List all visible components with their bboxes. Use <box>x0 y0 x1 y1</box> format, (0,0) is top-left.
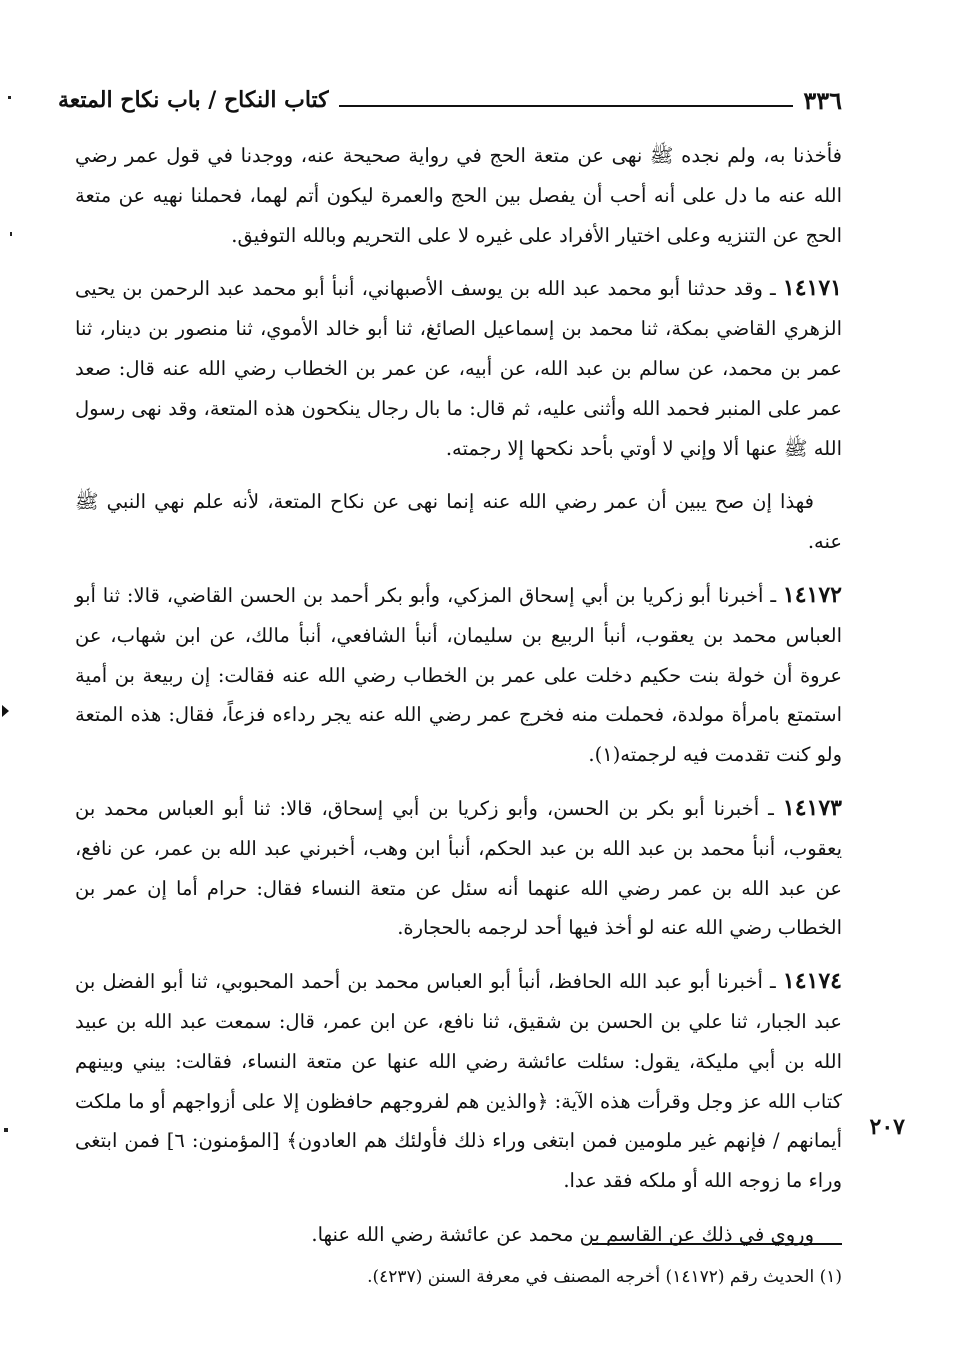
scan-speck <box>8 96 11 99</box>
paragraph-text: ـ أخبرنا أبو بكر بن الحسن، وأبو زكريا بن أبي إسحاق، قالا: ثنا أبو العباس محمد بن يعقوب، أنبأ محمد بن عبد الله بن عبد الحكم، أنبأ ابن وهب، أخبرني عبد الله بن عمر، عن نافع، عن عبد الله بن عمر رضي الله عنهما أنه سئل عن متعة النساء فقال: حرام أما إن عمر بن الخطاب رضي الله عنه لو أخذ فيها أحد لرجمه بالحجارة. <box>75 796 842 940</box>
paragraph <box>75 482 842 562</box>
hadith-number: ١٤١٧١ <box>782 275 842 302</box>
hadith-number: ١٤١٧٢ <box>782 581 842 608</box>
hadith-paragraph <box>75 576 842 775</box>
paragraph-text: ـ أخبرنا أبو عبد الله الحافظ، أنبأ أبو العباس محمد بن أحمد المحبوبي، ثنا أبو الفضل بن عبد الجبار، ثنا علي بن الحسن بن شقيق، ثنا نافع، عن ابن عمر، قال: سمعت عبد الله بن عبيد الله بن أبي مليكة، يقول: سئلت عائشة رضي الله عنها عن متعة النساء، فقالت: بيني وبينهم كتاب الله عز وجل وقرأت هذه الآية: ﴿والذين هم لفروجهم حافظون إلا على أزواجهم أو ما ملكت أيمانهم / فإنهم غير ملومين فمن ابتغى وراء ذلك فأولئك هم العادون﴾ [المؤمنون: ٦] فمن ابتغى وراء ما زوجه الله أو ملكه فقد عدا. <box>75 970 842 1193</box>
page-header <box>58 80 842 120</box>
hadith-paragraph <box>75 789 842 948</box>
hadith-number: ١٤١٧٣ <box>782 794 842 821</box>
paragraph-text: فأخذنا به، ولم نجده ﷺ نهى عن متعة الحج في رواية صحيحة عنه، ووجدنا في قول عمر رضي الله عنه ما دل على أنه أحب أن يفصل بين الحج والعمرة ليكون أتم لهما، فحملنا نهيه عن متعة الحج عن التنزيه وعلى اختيار الأفراد على غيره لا على التحريم وبالله التوفيق. <box>75 144 842 247</box>
footnote: (١) الحديث رقم (١٤١٧٢) أخرجه المصنف في معرفة السنن (٤٢٣٧). <box>367 1267 842 1287</box>
hadith-paragraph <box>75 269 842 468</box>
paragraph-text: فهذا إن صح يبين أن عمر رضي الله عنه إنما نهى عن نكاح المتعة، لأنه علم نهي النبي ﷺ عنه. <box>75 490 842 554</box>
closing-paragraph: وروي في ذلك عن القاسم بن محمد عن عائشة رضي الله عنها. <box>311 1222 814 1246</box>
footnote-rule <box>592 1243 842 1245</box>
main-text <box>75 136 842 1255</box>
margin-page-number: ٢٠٧ <box>869 1114 905 1140</box>
page-number: ٣٣٦ <box>803 85 842 115</box>
header-rule <box>339 104 794 107</box>
hadith-number: ١٤١٧٤ <box>782 968 842 995</box>
running-title: كتاب النكاح / باب نكاح المتعة <box>58 87 329 113</box>
paragraph <box>75 136 842 255</box>
scan-edge-mark <box>2 705 9 717</box>
paragraph-text: ـ وقد حدثنا أبو محمد عبد الله بن يوسف الأصبهاني، أنبأ أبو محمد عبد الرحمن بن يحيى الزهري القاضي بمكة، ثنا محمد بن إسماعيل الصائغ، ثنا أبو خالد الأموي، ثنا منصور بن دينار، ثنا عمر بن محمد، عن سالم بن عبد الله، عن أبيه، عن عمر بن الخطاب رضي الله عنه قال: صعد عمر على المنبر فحمد الله وأثنى عليه، ثم قال: ما بال رجال ينكحون هذه المتعة، وقد نهى رسول الله ﷺ عنها ألا وإني لا أوتي بأحد نكحها إلا رجمته. <box>75 277 842 460</box>
scan-speck <box>10 232 12 236</box>
scan-speck <box>4 1128 8 1132</box>
paragraph-text: ـ أخبرنا أبو زكريا بن أبي إسحاق المزكي، وأبو بكر أحمد بن الحسن القاضي، قالا: ثنا أبو العباس محمد بن يعقوب، أنبأ الربيع بن سليمان، أنبأ الشافعي، أنبأ مالك، عن ابن شهاب، عن عروة أن خولة بنت حكيم دخلت على عمر بن الخطاب رضي الله عنه فقالت: إن ربيعة بن أمية استمتع بامرأة مولدة، فحملت منه فخرج عمر رضي الله عنه يجر رداءه فزعاً، فقال: هذه المتعة ولو كنت تقدمت فيه لرجمته(١). <box>75 583 842 767</box>
hadith-paragraph <box>75 962 842 1201</box>
